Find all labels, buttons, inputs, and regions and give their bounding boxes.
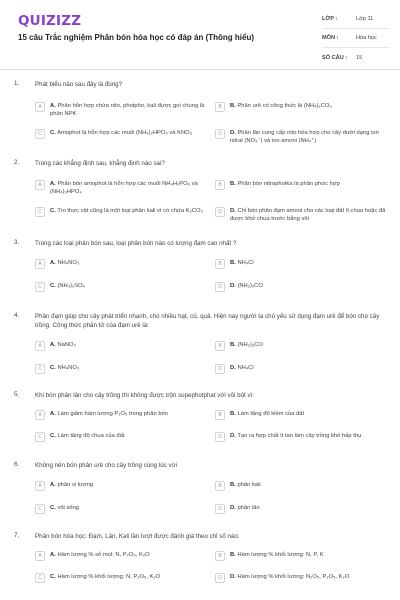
option-letter-box[interactable]: C	[35, 432, 45, 442]
option-text	[230, 364, 254, 373]
option-text	[230, 102, 332, 111]
option-content: Phân bón amophot là hỗn hợp các muối NH₄H₂PO₄ và (NH₄)₂HPO₄	[50, 181, 198, 195]
option-d[interactable]	[215, 573, 387, 583]
option-content: phân kali	[237, 482, 261, 488]
option-text	[50, 341, 76, 350]
option-label: D.	[230, 208, 236, 214]
option-label: A.	[50, 260, 56, 266]
option-content: Hàm lượng % số mol: N, P₂O₅, K₂O	[57, 552, 150, 558]
option-label: D.	[230, 283, 236, 289]
question-number: 1.	[14, 80, 20, 87]
option-b[interactable]	[215, 180, 387, 190]
option-c[interactable]	[35, 129, 207, 139]
option-text	[230, 207, 387, 223]
option-letter-box[interactable]: B	[215, 551, 225, 561]
meta-row-count	[322, 48, 390, 67]
option-content: NH₄NO₃	[57, 365, 80, 371]
meta-value: Hóa học	[356, 35, 377, 41]
option-text	[230, 282, 263, 291]
option-text	[230, 504, 260, 513]
option-b[interactable]	[215, 551, 387, 561]
option-label: D.	[230, 365, 236, 371]
option-letter-box[interactable]: A	[35, 102, 45, 112]
option-content: Tạo ra hợp chất ít tan làm cây trồng khó hấp thụ	[237, 433, 362, 439]
option-label: B.	[230, 181, 236, 187]
option-content: Phân hỗn hợp chứa nito, photpho, kali được gọi chung là phân NPK	[50, 103, 205, 117]
option-label: A.	[50, 103, 56, 109]
option-letter-box[interactable]: B	[215, 341, 225, 351]
option-label: A.	[50, 552, 56, 558]
question-number: 4.	[14, 312, 20, 319]
option-text	[50, 259, 79, 268]
option-text	[50, 207, 203, 216]
option-letter-box[interactable]: C	[35, 504, 45, 514]
option-c[interactable]	[35, 364, 207, 374]
option-label: B.	[230, 482, 236, 488]
option-letter-box[interactable]: B	[215, 481, 225, 491]
option-d[interactable]	[215, 129, 387, 145]
option-text	[50, 102, 207, 118]
option-label: B.	[230, 411, 236, 417]
option-letter-box[interactable]: A	[35, 481, 45, 491]
option-content: NH₄Cl	[237, 260, 254, 266]
option-label: C.	[50, 505, 56, 511]
option-content: Làm tăng độ chua của đất	[57, 433, 125, 439]
option-content: Làm giảm hàm lượng P₂O₅ trong phân bón	[57, 411, 168, 417]
option-text	[230, 432, 361, 441]
option-letter-box[interactable]: A	[35, 259, 45, 269]
option-d[interactable]	[215, 504, 387, 514]
option-content: Phân bón nitrophotka là phân phức hợp	[237, 181, 340, 187]
option-letter-box[interactable]: C	[35, 282, 45, 292]
option-d[interactable]	[215, 364, 387, 374]
option-content: Chỉ bón phân đạm amoni cho các loại đất ít chua hoặc đã được khử chua trước bằng vôi	[230, 208, 386, 222]
option-c[interactable]	[35, 432, 207, 442]
option-b[interactable]	[215, 102, 387, 112]
option-content: Hàm lượng % khối lượng: N, P, K	[237, 552, 324, 558]
option-content: Làm tăng độ kiềm của đất	[237, 411, 305, 417]
option-text	[230, 259, 254, 268]
option-label: C.	[50, 283, 56, 289]
option-text	[230, 481, 261, 490]
option-text	[50, 129, 192, 138]
meta-key: SỐ CÂU :	[322, 54, 348, 61]
question-number: 2.	[14, 159, 20, 166]
option-text	[50, 410, 168, 419]
option-text	[230, 341, 263, 350]
question-text: Không nên bón phân urê cho cây trồng cùng lúc với	[35, 462, 177, 469]
option-label: D.	[230, 505, 236, 511]
option-text	[230, 551, 324, 560]
option-a[interactable]	[35, 410, 207, 420]
option-letter-box[interactable]: B	[215, 259, 225, 269]
option-content: Hàm lượng % khối lượng: N, P₂O₅, K₂O	[57, 574, 161, 580]
option-a[interactable]	[35, 259, 207, 269]
option-b[interactable]	[215, 259, 387, 269]
question-number: 3.	[14, 239, 20, 246]
option-letter-box[interactable]: A	[35, 341, 45, 351]
option-text	[230, 129, 387, 145]
option-label: D.	[230, 574, 236, 580]
option-a[interactable]	[35, 481, 207, 491]
option-text	[50, 573, 160, 582]
option-label: A.	[50, 181, 56, 187]
option-content: Phân lân cung cấp nito hóa hợp cho cây dưới dạng ion nitrat (NO₃⁻) và ion amoni (NH₄⁺)	[230, 130, 379, 144]
option-label: B.	[230, 103, 236, 109]
option-label: B.	[230, 552, 236, 558]
option-d[interactable]	[215, 207, 387, 223]
option-letter-box[interactable]: D	[215, 504, 225, 514]
option-d[interactable]	[215, 432, 387, 442]
option-text	[230, 410, 304, 419]
question-text: Phát biểu nào sau đây là đúng?	[35, 81, 123, 88]
option-text	[50, 504, 79, 513]
option-a[interactable]	[35, 102, 207, 118]
option-a[interactable]	[35, 551, 207, 561]
option-c[interactable]	[35, 282, 207, 292]
question-text: Trong các khẳng định sau, khẳng định nào sai?	[35, 160, 165, 167]
option-label: C.	[50, 130, 56, 136]
quizizz-logo: QUIZIZZ	[18, 13, 82, 29]
option-a[interactable]	[35, 180, 207, 196]
question-text: Trong các loại phân bón sau, loại phân bón nào có lượng đạm cao nhất ?	[35, 240, 237, 247]
question-number: 6.	[14, 461, 20, 468]
question-text: Phân đạm giúp cho cây phát triển nhanh, cho nhiều hạt, củ, quả. Hiện nay người ta chủ yếu sử dụng đạm urê để bón cho cây trồng. Công thức phân tử của đạm urê là:	[35, 313, 380, 329]
option-letter-box[interactable]: D	[215, 364, 225, 374]
option-label: A.	[50, 342, 56, 348]
option-label: B.	[230, 342, 236, 348]
question-text: Phân bón hóa học: Đạm, Lân, Kali lần lượt được đánh giá theo chỉ số nào:	[35, 533, 240, 540]
option-letter-box[interactable]: D	[215, 129, 225, 139]
option-content: phân lân	[237, 505, 260, 511]
option-text	[50, 364, 79, 373]
page-title: 15 câu Trắc nghiệm Phân bón hóa học có đáp án (Thông hiểu)	[18, 33, 255, 42]
option-letter-box[interactable]: D	[215, 573, 225, 583]
question-number: 7.	[14, 532, 20, 539]
option-label: C.	[50, 433, 56, 439]
option-label: D.	[230, 433, 236, 439]
option-c[interactable]	[35, 207, 207, 217]
option-c[interactable]	[35, 504, 207, 514]
option-letter-box[interactable]: D	[215, 432, 225, 442]
option-a[interactable]	[35, 341, 207, 351]
option-letter-box[interactable]: C	[35, 129, 45, 139]
option-letter-box[interactable]: D	[215, 282, 225, 292]
option-content: NH₄NO₃	[57, 260, 80, 266]
option-content: phân vi lượng	[57, 482, 94, 488]
option-text	[50, 432, 124, 441]
option-text	[50, 551, 150, 560]
option-label: D.	[230, 130, 236, 136]
option-label: C.	[50, 208, 56, 214]
option-b[interactable]	[215, 410, 387, 420]
option-content: Amophot là hỗn hợp các muối (NH₄)₂HPO₄ và KNO₃	[57, 130, 193, 136]
question-text: Khi bón phân lân cho cây trồng thì không được trộn supephotphat với vôi bột vì:	[35, 392, 254, 399]
option-letter-box[interactable]: C	[35, 364, 45, 374]
meta-key: LỚP :	[322, 16, 338, 22]
option-label: A.	[50, 411, 56, 417]
option-letter-box[interactable]: A	[35, 410, 45, 420]
option-text	[50, 282, 85, 291]
option-content: Tro thực vật cũng là một loại phân kali vì có chứa K₂CO₃	[57, 208, 203, 214]
meta-key: MÔN :	[322, 35, 339, 41]
option-letter-box[interactable]: D	[215, 207, 225, 217]
option-content: (NH₂)₂CO	[237, 283, 263, 289]
option-label: A.	[50, 482, 56, 488]
option-b[interactable]	[215, 341, 387, 351]
option-text	[230, 573, 349, 582]
meta-value: 15	[356, 54, 363, 61]
option-letter-box[interactable]: B	[215, 410, 225, 420]
option-label: C.	[50, 574, 56, 580]
option-content: (NH₄)₂SO₄	[57, 283, 86, 289]
meta-value: Lớp 11	[356, 16, 374, 22]
option-label: C.	[50, 365, 56, 371]
option-letter-box[interactable]: B	[215, 102, 225, 112]
option-content: NaNO₃	[57, 342, 76, 348]
option-letter-box[interactable]: C	[35, 207, 45, 217]
option-b[interactable]	[215, 481, 387, 491]
option-letter-box[interactable]: C	[35, 573, 45, 583]
option-text	[50, 481, 93, 490]
meta-table	[322, 10, 390, 67]
meta-row-class	[322, 10, 390, 29]
option-c[interactable]	[35, 573, 207, 583]
option-letter-box[interactable]: A	[35, 180, 45, 190]
option-d[interactable]	[215, 282, 387, 292]
option-content: Phân urê có công thức là (NH₄)₂CO₃	[237, 103, 332, 109]
option-letter-box[interactable]: A	[35, 551, 45, 561]
option-content: Hàm lượng % khối lượng: N₂O₅, P₂O₅, K₂O	[237, 574, 350, 580]
option-content: vôi sống	[57, 505, 80, 511]
option-letter-box[interactable]: B	[215, 180, 225, 190]
meta-row-subject	[322, 29, 390, 48]
document-header	[0, 0, 400, 70]
question-number: 5.	[14, 391, 20, 398]
option-content: NH₄Cl	[237, 365, 254, 371]
option-text	[230, 180, 340, 189]
option-content: (NH₂)₂CO	[237, 342, 263, 348]
option-text	[50, 180, 207, 196]
option-label: B.	[230, 260, 236, 266]
